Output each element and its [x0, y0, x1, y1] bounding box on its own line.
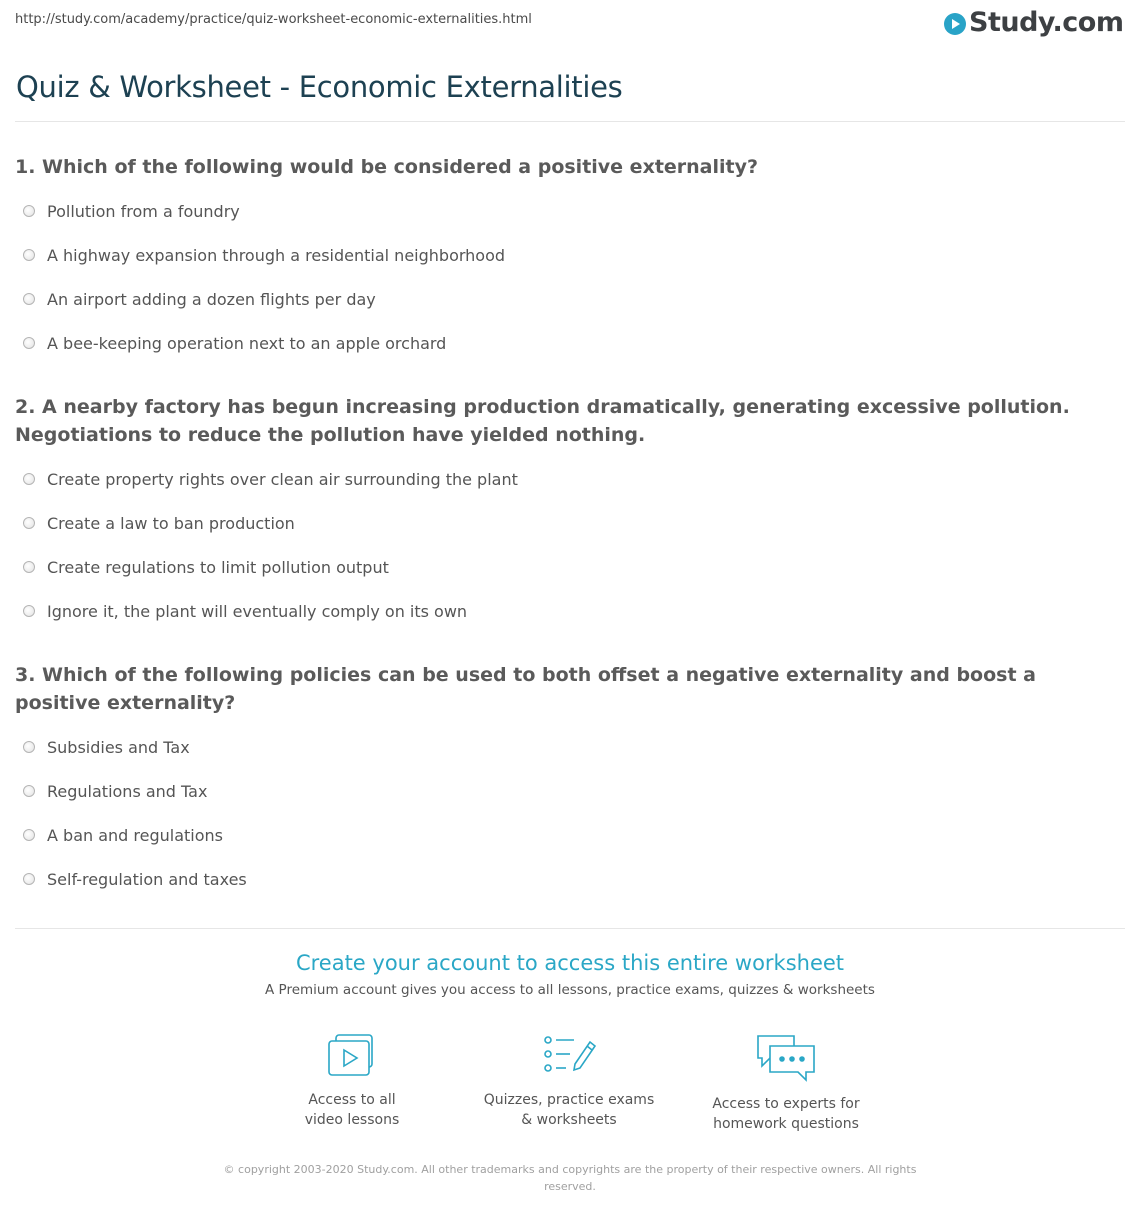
answer-label: Subsidies and Tax [47, 737, 190, 757]
radio-button[interactable] [23, 205, 35, 217]
cta-divider [15, 928, 1125, 929]
answer-option[interactable] [15, 501, 1120, 545]
answer-label: A highway expansion through a residential neighborhood [47, 245, 506, 265]
answer-option[interactable] [15, 277, 1120, 321]
answer-label: Regulations and Tax [47, 781, 208, 801]
answer-option[interactable] [15, 321, 1120, 365]
radio-button[interactable] [23, 785, 35, 797]
radio-button[interactable] [23, 829, 35, 841]
answer-option[interactable] [15, 813, 1120, 857]
feature-experts [686, 1032, 886, 1134]
quiz-checklist-icon [541, 1032, 597, 1080]
radio-button[interactable] [23, 473, 35, 485]
radio-button[interactable] [23, 873, 35, 885]
page-title: Quiz & Worksheet - Economic Externalities [16, 70, 623, 104]
answer-option[interactable] [15, 189, 1120, 233]
answer-option[interactable] [15, 725, 1120, 769]
feature-quizzes [469, 1032, 669, 1130]
title-divider [15, 121, 1125, 122]
video-lessons-icon [324, 1032, 380, 1080]
feature-video-lessons [252, 1032, 452, 1130]
play-logo-icon [944, 13, 966, 35]
question-3 [15, 661, 1120, 901]
question-text: 3. Which of the following policies can be used to both offset a negative externality and boost a positive externality? [15, 664, 1036, 714]
answer-option[interactable] [15, 457, 1120, 501]
answer-option[interactable] [15, 769, 1120, 813]
radio-button[interactable] [23, 741, 35, 753]
answer-label: A ban and regulations [47, 825, 224, 845]
answer-label: Pollution from a foundry [47, 201, 240, 221]
copyright: © copyright 2003-2020 Study.com. All other trademarks and copyrights are the property of their respective owners. All rights reserved. [223, 1163, 917, 1193]
question-text: 1. Which of the following would be considered a positive externality? [15, 156, 759, 178]
feature-label: Quizzes, practice exams & worksheets [483, 1092, 655, 1128]
feature-label: Access to experts for homework questions [712, 1096, 860, 1132]
cta-subtitle: A Premium account gives you access to all lessons, practice exams, quizzes & worksheets [265, 982, 875, 998]
page-url: http://study.com/academy/practice/quiz-worksheet-economic-externalities.html [15, 12, 532, 27]
radio-button[interactable] [23, 561, 35, 573]
question-text: 2. A nearby factory has begun increasing production dramatically, generating excessive pollution. Negotiations to reduce the pollution have yielded nothing. [15, 396, 1070, 446]
chat-bubbles-icon [754, 1032, 818, 1084]
study-logo[interactable] [944, 7, 1123, 38]
radio-button[interactable] [23, 605, 35, 617]
answer-label: Create property rights over clean air surrounding the plant [47, 469, 518, 489]
answer-option[interactable] [15, 857, 1120, 901]
answer-label: An airport adding a dozen flights per day [47, 289, 376, 309]
answer-label: A bee-keeping operation next to an apple orchard [47, 333, 447, 353]
answer-label: Create regulations to limit pollution output [47, 557, 389, 577]
radio-button[interactable] [23, 293, 35, 305]
radio-button[interactable] [23, 517, 35, 529]
answer-option[interactable] [15, 233, 1120, 277]
feature-label: Access to all video lessons [304, 1092, 400, 1128]
radio-button[interactable] [23, 249, 35, 261]
question-2 [15, 393, 1120, 633]
answer-label: Create a law to ban production [47, 513, 295, 533]
cta-title[interactable]: Create your account to access this entire worksheet [295, 951, 845, 975]
answer-option[interactable] [15, 545, 1120, 589]
answer-option[interactable] [15, 589, 1120, 633]
question-1 [15, 153, 1120, 365]
logo-text: Study.com [969, 7, 1124, 38]
answer-label: Ignore it, the plant will eventually comply on its own [47, 601, 468, 621]
answer-label: Self-regulation and taxes [47, 869, 247, 889]
radio-button[interactable] [23, 337, 35, 349]
